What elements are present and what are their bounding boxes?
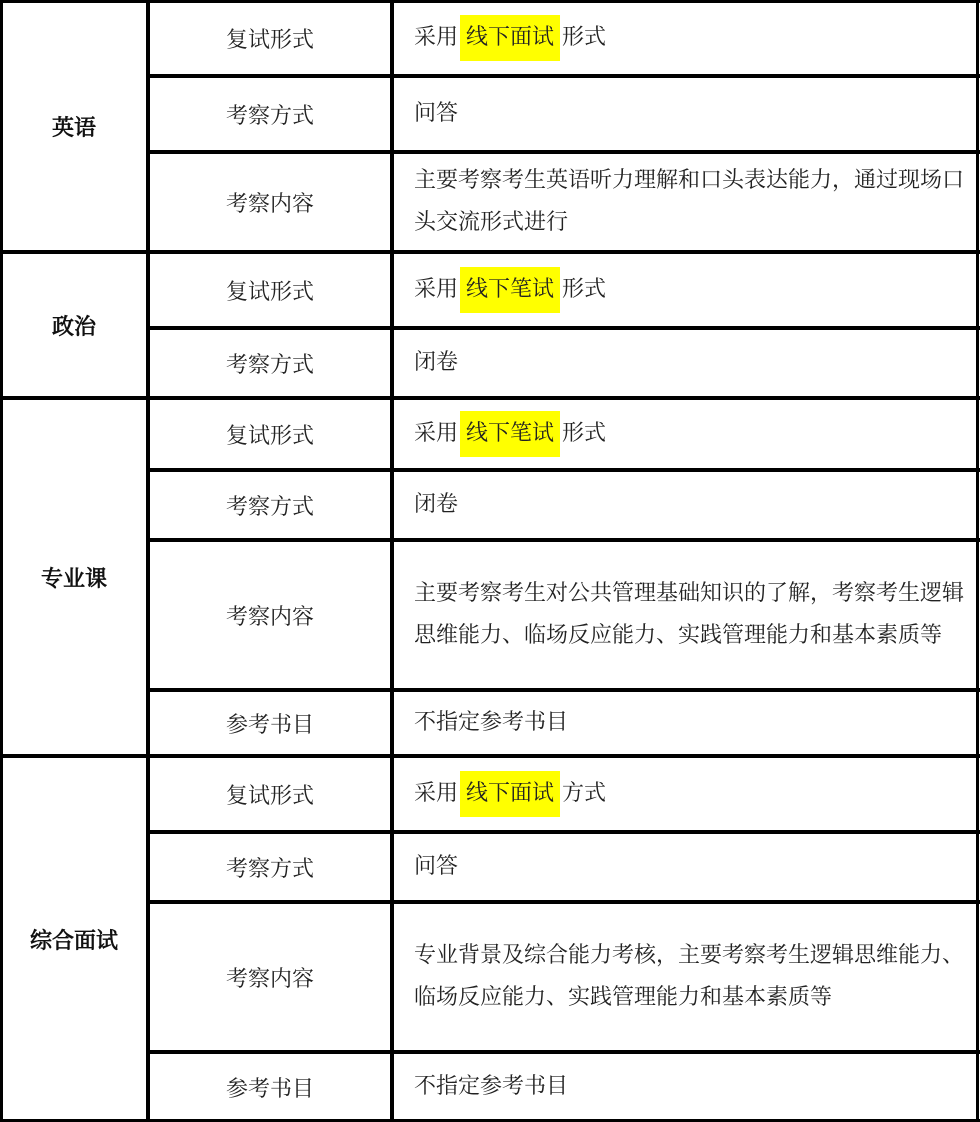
value-text: 采用 [414,781,459,806]
label-cell: 考察内容 [225,191,314,217]
label-cell: 复试形式 [225,27,314,53]
label-cell: 复试形式 [225,423,314,449]
row-divider [148,1050,980,1054]
group-divider [0,250,980,254]
label-cell: 考察方式 [225,856,314,882]
value-cell [392,756,980,832]
value-text: 形式 [562,421,607,446]
label-cell: 考察方式 [225,494,314,520]
label-cell: 考察方式 [225,352,314,378]
group-divider [0,754,980,758]
value-text: 形式 [562,25,607,50]
value-text: 形式 [562,277,607,302]
subject-cell-major: 专业课 [40,566,107,592]
value-cell: 专业背景及综合能力考核，主要考察考生逻辑思维能力、临场反应能力、实践管理能力和基本素质等 [414,943,965,1010]
table-border-right [976,0,979,1122]
subject-cell-politics: 政治 [51,314,96,340]
value-cell: 主要考察考生英语听力理解和口头表达能力，通过现场口头交流形式进行 [414,168,965,235]
table-border-top [0,0,980,3]
value-cell: 主要考察考生对公共管理基础知识的了解，考察考生逻辑思维能力、临场反应能力、实践管理能力和基本素质等 [414,581,965,648]
label-cell: 考察内容 [225,604,314,630]
value-cell: 闭卷 [414,350,459,375]
value-text: 方式 [562,781,607,806]
label-cell: 考察内容 [225,966,314,992]
value-cell [392,0,980,76]
row-divider [148,830,980,834]
highlighted-text: 线下笔试 [460,267,560,313]
label-cell: 参考书目 [225,712,314,738]
column-divider [146,0,150,1122]
value-cell [392,398,980,470]
value-text: 采用 [414,25,459,50]
highlighted-text: 线下面试 [460,15,560,61]
label-cell: 考察方式 [225,103,314,129]
value-cell: 闭卷 [414,492,459,517]
value-cell: 问答 [414,101,459,126]
subject-cell-english: 英语 [51,115,96,141]
row-divider [148,326,980,330]
row-divider [148,150,980,154]
value-text: 采用 [414,277,459,302]
row-divider [148,688,980,692]
label-cell: 复试形式 [225,783,314,809]
highlighted-text: 线下面试 [460,771,560,817]
label-cell: 参考书目 [225,1076,314,1102]
highlighted-text: 线下笔试 [460,411,560,457]
value-text: 采用 [414,421,459,446]
value-cell: 不指定参考书目 [414,710,569,735]
row-divider [148,900,980,904]
value-cell: 不指定参考书目 [414,1074,569,1099]
row-divider [148,538,980,542]
label-cell: 复试形式 [225,279,314,305]
group-divider [0,396,980,400]
table-border-left [0,0,3,1122]
column-divider [390,0,394,1122]
row-divider [148,74,980,78]
value-cell [392,252,980,328]
value-cell: 问答 [414,854,459,879]
row-divider [148,468,980,472]
subject-cell-interview: 综合面试 [29,928,118,954]
